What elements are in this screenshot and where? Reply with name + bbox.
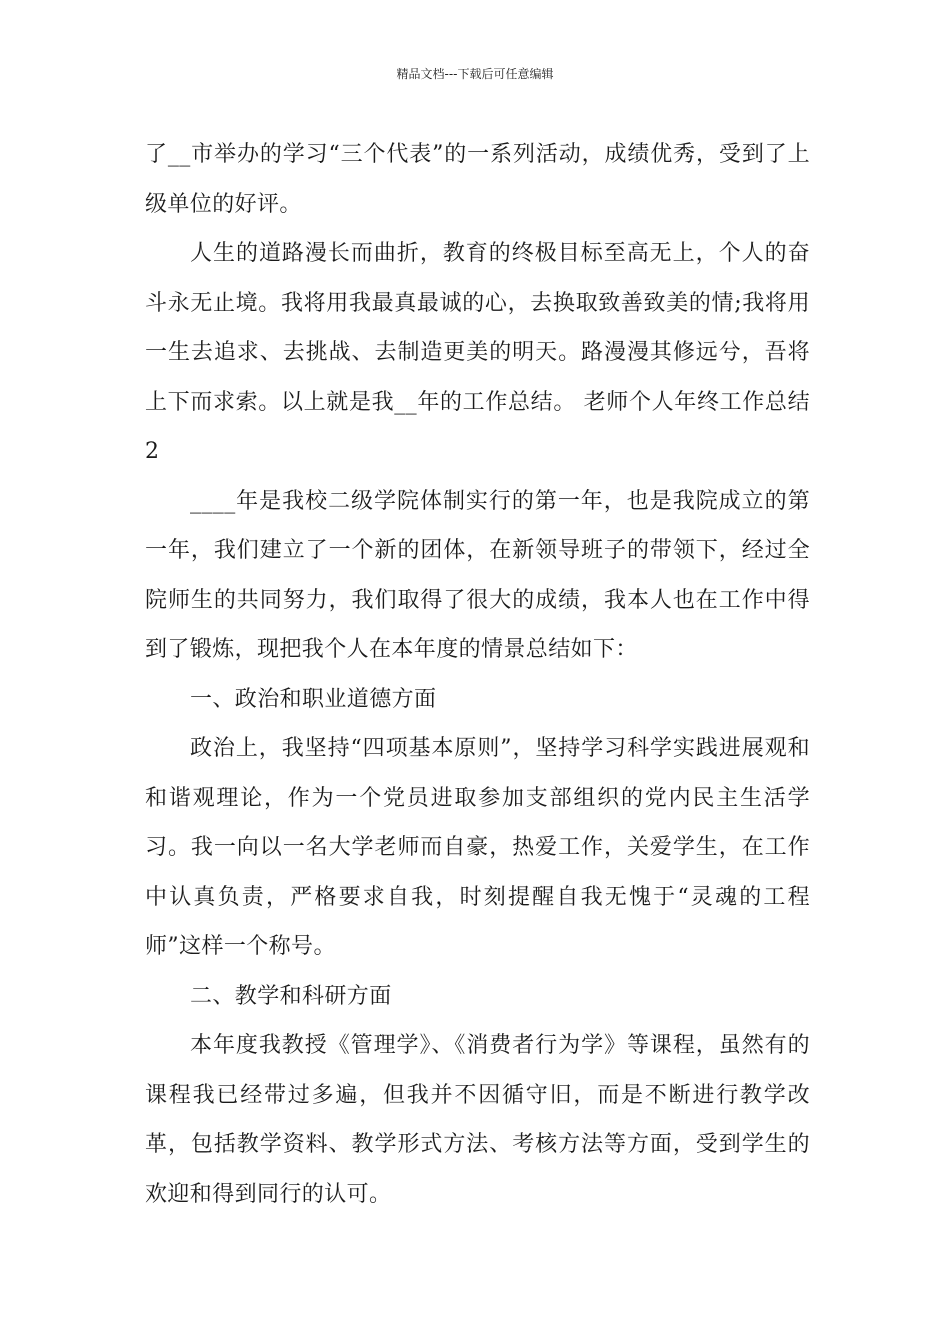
paragraph-teaching: 本年度我教授《管理学》、《消费者行为学》等课程，虽然有的课程我已经带过多遍，但我并不因循守旧，而是不断进行教学改革，包括教学资料、教学形式方法、考核方法等方面，受到学生的欢迎和得到同行的认可。 (145, 1033, 810, 1207)
paragraph-3: ____年是我校二级学院体制实行的第一年，也是我院成立的第一年，我们建立了一个新的团体，在新领导班子的带领下，经过全院师生的共同努力，我们取得了很大的成绩，我本人也在工作中得到了锻炼，现把我个人在本年度的情景总结如下： (145, 488, 810, 662)
page-header: 精品文档---下载后可任意编辑 (396, 67, 554, 81)
section-heading-teaching: 二、教学和科研方面 (190, 983, 392, 1009)
section-heading-politics: 一、政治和职业道德方面 (190, 686, 437, 712)
paragraph-1: 了__市举办的学习“三个代表”的一系列活动，成绩优秀，受到了上级单位的好评。 (145, 142, 810, 217)
paragraph-politics: 政治上，我坚持“四项基本原则”，坚持学习科学实践进展观和和谐观理论，作为一个党员进取参加支部组织的党内民主生活学习。我一向以一名大学老师而自豪，热爱工作，关爱学生，在工作中认真负责，严格要求自我，时刻提醒自我无愧于“灵魂的工程师”这样一个称号。 (145, 736, 810, 959)
paragraph-2: 人生的道路漫长而曲折，教育的终极目标至高无上，个人的奋斗永无止境。我将用我最真最诚的心，去换取致善致美的情;我将用一生去追求、去挑战、去制造更美的明天。路漫漫其修远兮，吾将上下而求索。以上就是我__年的工作总结。 老师个人年终工作总结2 (145, 241, 810, 464)
document-body (145, 130, 810, 1219)
